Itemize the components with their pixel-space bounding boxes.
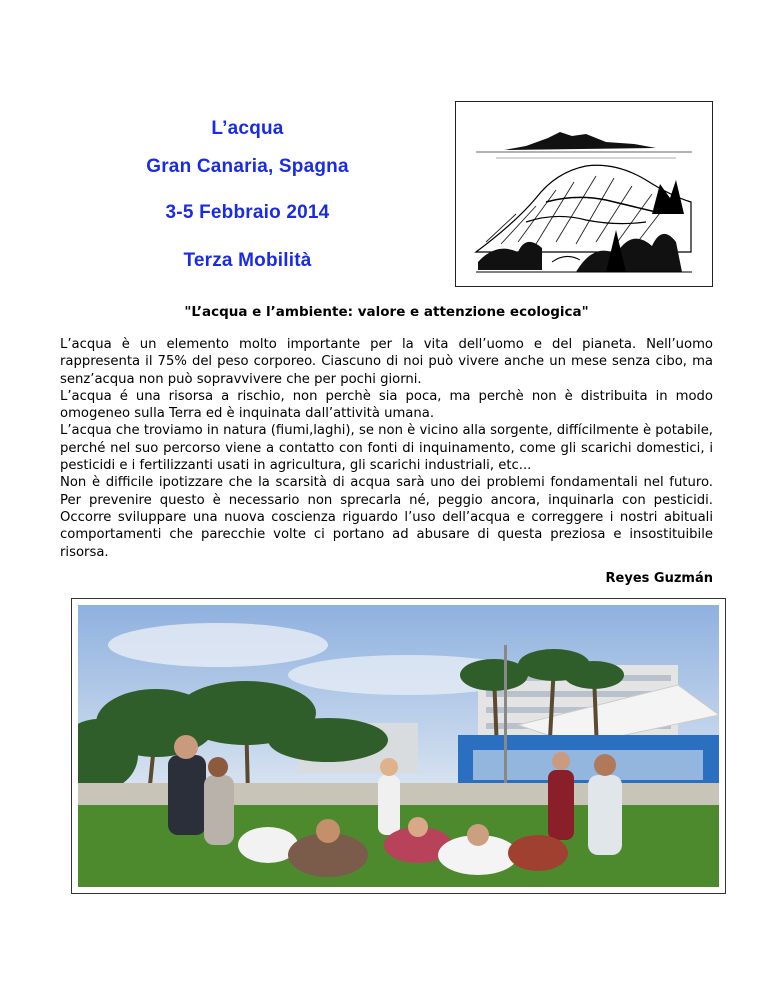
article-author: Reyes Guzmán (605, 571, 713, 586)
paragraph: L’acqua è un elemento molto importante per la vita dell’uomo e del pianeta. Nell’uomo rappresenta il 75% del peso corporeo. Ciascuno di noi può vivere anche un mese senza cibo, ma senz’acqua non può sopravvivere che per pochi giorni. (60, 337, 713, 387)
article-subtitle: "L’acqua e l’ambiente: valore e attenzione ecologica" (184, 304, 589, 320)
paragraph: L’acqua che troviamo in natura (fiumi,laghi), se non è vicino alla sorgente, diffícilmente è potabile, perché nel suo percorso viene a contatto con fonti di inquinamento, come gli scarichi domestici, i pesticidi e i fertilizzanti usati in agricultura, gli scarichi industriali, etc... (60, 423, 713, 474)
title-water: L’acqua (211, 118, 284, 139)
paragraph: L’acqua é una risorsa a rischio, non perchè sia poca, ma perchè non è distribuita in modo omogeneo sulla Terra ed è inquinata dall’attività umana. (60, 388, 713, 422)
article-body (60, 336, 713, 561)
group-photo-image (78, 605, 719, 887)
landscape-sketch (455, 101, 713, 287)
title-location: Gran Canaria, Spagna (146, 156, 349, 177)
paragraph: Non è difficile ipotizzare che la scarsità di acqua sarà uno dei problemi fondamentali nel futuro. Per prevenire questo è necessario non sprecarla né, peggio ancora, inquinarla con pesticidi. Occorre sviluppare una nuova coscienza riguardo l’uso dell’acqua e correggere i nostri abituali comportamenti che parecchie volte ci portano ad abusare di questa preziosa e insostituibile risorsa. (60, 475, 713, 560)
title-mobility: Terza Mobilità (183, 250, 312, 271)
title-dates: 3-5 Febbraio 2014 (165, 202, 330, 223)
sketch-drawing (456, 102, 712, 286)
group-photo (71, 598, 726, 894)
title-block (60, 118, 435, 272)
